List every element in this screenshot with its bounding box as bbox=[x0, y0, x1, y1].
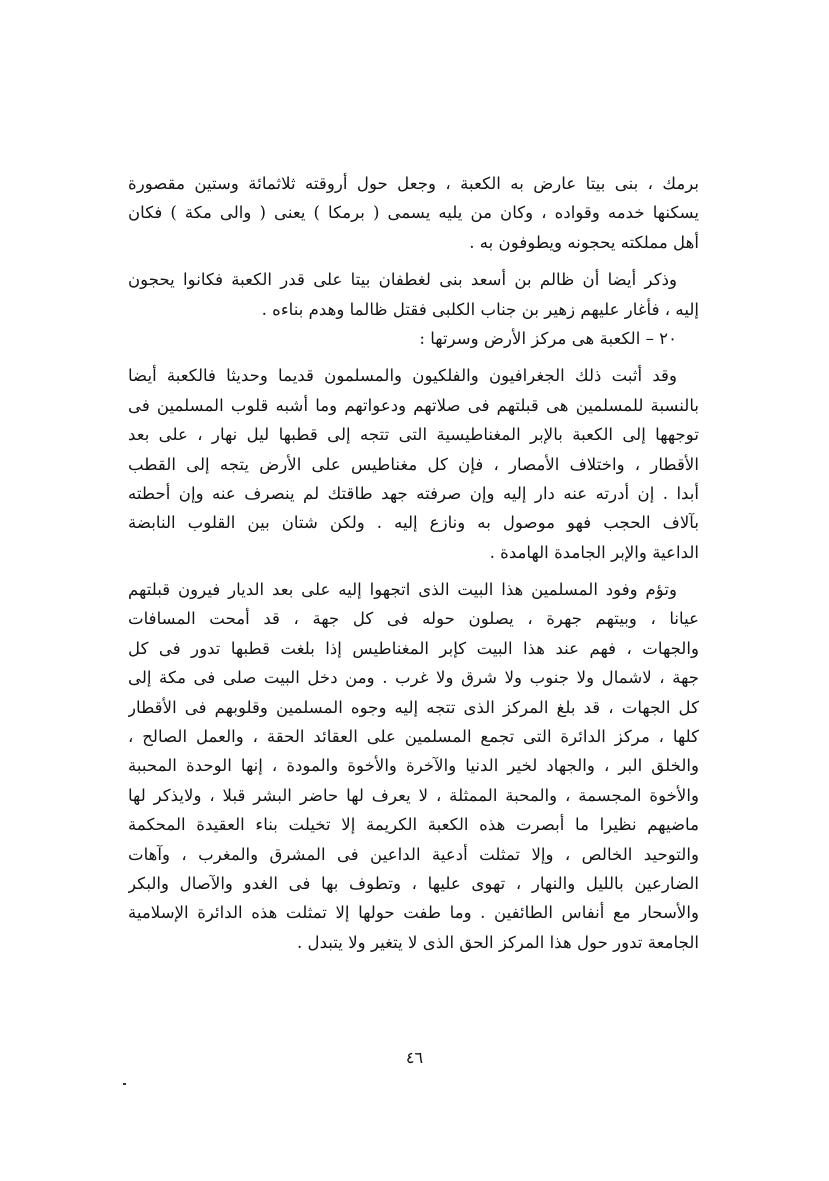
text-line: بآلاف الحجب فهو موصول به ونازع إليه . ولكن شتان بين القلوب النابضة bbox=[128, 513, 699, 533]
text-line: الأقطار ، واختلاف الأمصار ، فإن كل مغناطيس على الأرض يتجه إلى القطب bbox=[128, 454, 699, 474]
text-line: والأخوة المجسمة ، والمحبة الممثلة ، لا يعرف لها حاضر البشر قبلا ، ولايذكر لها bbox=[128, 785, 699, 805]
text-line: جهة ، لاشمال ولا جنوب ولا شرق ولا غرب . ومن دخل البيت صلى فى مكة إلى bbox=[128, 668, 699, 688]
print-speck bbox=[123, 1083, 126, 1085]
text-line: عيانا ، وبيتهم جهرة ، يصلون حوله فى كل جهة ، قد أمحت المسافات bbox=[128, 609, 699, 629]
text-line: برمك ، بنى بيتا عارض به الكعبة ، وجعل حول أروقته ثلاثمائة وستين مقصورة bbox=[128, 174, 699, 193]
text-line: أبدا . إن أدرته عنه دار إليه وإن صرفته جهد طاقتك لم ينصرف عنه وإن أحطته bbox=[128, 483, 699, 503]
text-line: الضارعين بالليل والنهار ، تهوى عليها ، وتطوف بها فى الغدو والآصال والبكر bbox=[128, 873, 699, 893]
text-line: والخلق البر ، والجهاد لخير الدنيا والآخرة والأخوة والمودة ، إنها الوحدة المحببة bbox=[128, 756, 699, 776]
text-line: كلها ، مركز الدائرة التى تجمع المسلمين على العقائد الحقة ، والعمل الصالح ، bbox=[128, 727, 699, 747]
section-heading: ٢٠ – الكعبة هى مركز الأرض وسرتها : bbox=[419, 328, 677, 348]
text-line: إليه ، فأغار عليهم زهير بن جناب الكلبى فقتل ظالما وهدم بناءه . bbox=[261, 299, 699, 319]
paragraph-gap bbox=[128, 353, 699, 361]
text-line: كل الجهات ، قد بلغ المركز الذى تتجه إليه وجوه المسلمين وقلوبهم فى الأقطار bbox=[128, 697, 699, 717]
text-line: وذكر أيضا أن ظالم بن أسعد بنى لغطفان بيتا على قدر الكعبة فكانوا يحجون bbox=[128, 270, 677, 290]
text-line: والأسحار مع أنفاس الطائفين . وما طفت حولها إلا تمثلت هذه الدائرة الإسلامية bbox=[128, 903, 699, 923]
paragraph-gap bbox=[128, 257, 699, 265]
text-line: أهل مملكته يحجونه ويطوفون به . bbox=[469, 232, 699, 252]
paragraph-gap bbox=[128, 567, 699, 575]
body-text bbox=[128, 169, 699, 957]
text-line: بالنسبة للمسلمين هى قبلتهم فى صلاتهم ودعواتهم وما أشبه قلوب المسلمين فى bbox=[128, 395, 699, 415]
text-line: ماضيهم نظيرا ما أبصرت هذه الكعبة الكريمة إلا تخيلت بناء العقيدة المحكمة bbox=[128, 815, 699, 835]
text-line: والتوحيد الخالص ، وإلا تمثلت أدعية الداعين فى المشرق والمغرب ، وآهات bbox=[128, 844, 699, 864]
text-line: وتؤم وفود المسلمين هذا البيت الذى اتجهوا إليه على بعد الديار فيرون قبلتهم bbox=[128, 580, 677, 600]
text-line: يسكنها خدمه وقواده ، وكان من يليه يسمى ( برمكا ) يعنى ( والى مكة ) فكان bbox=[128, 203, 699, 223]
text-line: وقد أثبت ذلك الجغرافيون والفلكيون والمسلمون قديما وحديثا فالكعبة أيضا bbox=[128, 366, 677, 386]
text-line: والجهات ، فهم عند هذا البيت كإبر المغناطيس إذا بلغت قطبها تدور فى كل bbox=[128, 638, 699, 658]
text-line: الداعية والإبر الجامدة الهامدة . bbox=[489, 542, 699, 562]
text-line: الجامعة تدور حول هذا المركز الحق الذى لا يتغير ولا يتبدل . bbox=[296, 932, 699, 952]
page-number: ٤٦ bbox=[405, 1048, 424, 1067]
text-line: توجهها إلى الكعبة بالإبر المغناطيسية التى تتجه إلى قطبها ليل نهار ، على بعد bbox=[128, 425, 699, 445]
